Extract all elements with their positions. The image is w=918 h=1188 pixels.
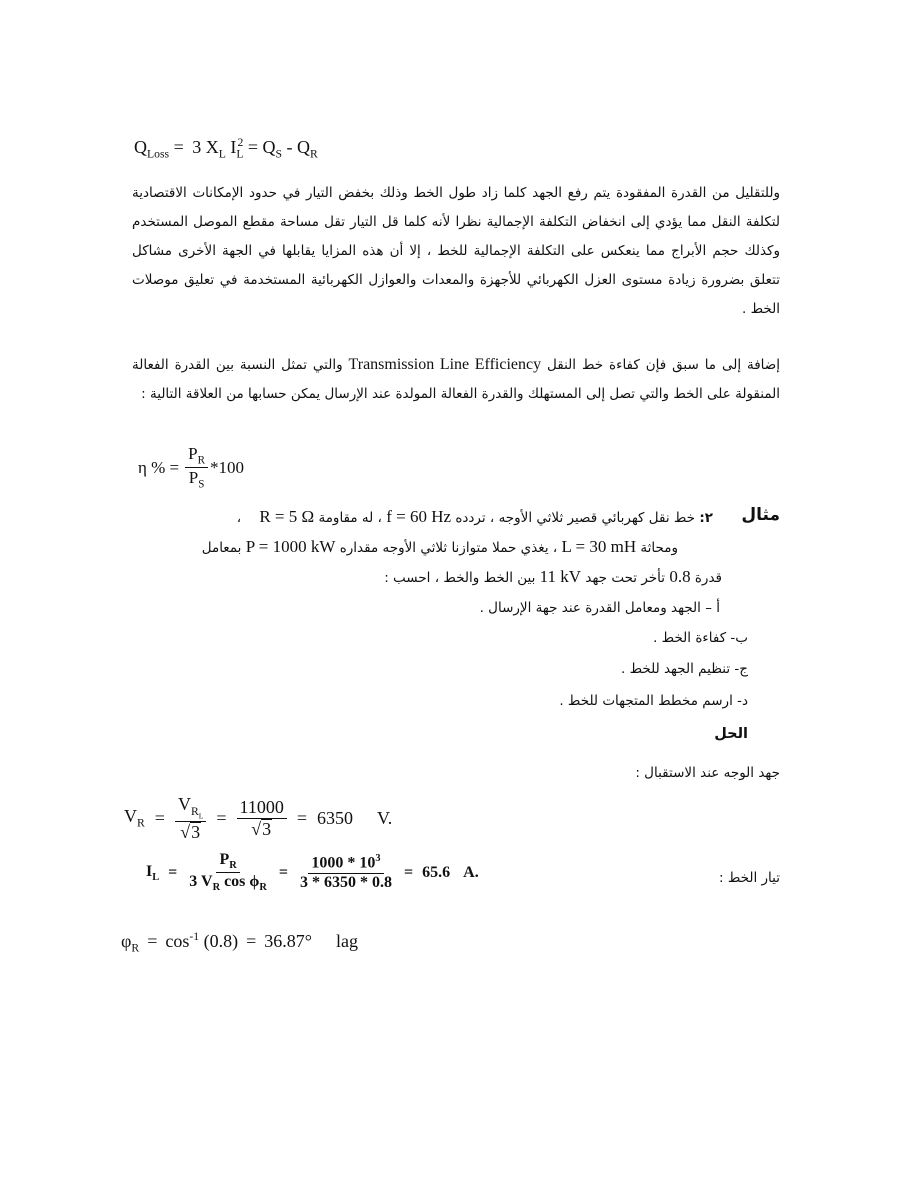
ps-symbol: P: [188, 468, 199, 488]
i-subscript: L: [236, 147, 244, 161]
phi-unit: lag: [335, 931, 358, 951]
formula-phi: [121, 930, 358, 955]
radicand: 3: [191, 821, 201, 842]
equals-sign: =: [296, 807, 308, 828]
equals-sign: =: [246, 931, 257, 951]
sqrt-sign: √ 3: [180, 821, 201, 842]
sqrt-sign: √ 3: [251, 818, 272, 839]
pr-over-ps: [185, 444, 208, 491]
example-line-1: [237, 507, 713, 527]
q-loss-subscript: Loss: [147, 147, 170, 161]
qr-subscript: R: [310, 147, 318, 161]
power-value: P = 1000 kW: [245, 537, 336, 556]
pr-over-3vrcos: [186, 851, 270, 894]
example-text: بين الخط والخط ، احسب :: [384, 570, 536, 586]
i-superscript: 2: [237, 136, 244, 149]
equals-sign: =: [278, 863, 289, 881]
power-exponent: 3: [375, 853, 381, 865]
cos-phi: cos ϕ: [220, 873, 260, 891]
example-label: مثال: [741, 505, 780, 525]
p-symbol: P: [219, 851, 230, 868]
paragraph-loss-reduction: وللتقليل من القدرة المفقودة يتم رفع الجهد كلما زاد طول الخط وذلك بخفض التيار في حدود الإمكانات الاقتصادية لتكلفة النقل مما يؤدي إلى انخفاض التكلفة الإجمالية نظرا لأنه كلما قل التيار تقل مساحة مقطع الموصل المستخدم وكذلك حجم الأبراج مما ينعكس على التكلفة الإجمالية للخط ، إلا أن هذه المزايا يقابلها في الجهة الأخرى مشاكل تتعلق بضرورة زيادة مستوى العزل الكهربائي للأجهزة والمعدات والعوازل الكهربائية المستخدمة في تعليق موصلات الخط .: [132, 185, 780, 317]
solution-label: الحل: [714, 726, 748, 742]
efficiency-term: Transmission Line Efficiency: [348, 356, 542, 373]
v-symbol: V: [177, 794, 191, 814]
vr-unit: V.: [377, 807, 393, 828]
phi-result: 36.87°: [264, 931, 312, 951]
i-subscript: L: [152, 871, 160, 883]
inductance-value: L = 30 mH: [561, 537, 637, 556]
formula-qloss: [134, 136, 318, 161]
example-text: تأخر تحت جهد: [585, 570, 666, 586]
x-subscript: L: [218, 147, 226, 161]
equals-sign: =: [173, 137, 184, 157]
list-item: د- ارسم مخطط المتجهات للخط .: [559, 693, 748, 709]
example-text: خط نقل كهربائي قصير ثلاثي الأوجه ، تردده: [455, 510, 696, 526]
vr-result: 6350: [317, 807, 354, 828]
il-unit: A.: [463, 863, 479, 881]
equals-sign: =: [216, 807, 227, 828]
equals-sign: =: [147, 931, 158, 951]
equals-sign: =: [168, 863, 178, 881]
radicand: 3: [262, 818, 272, 839]
power-over-denominator: [297, 853, 395, 892]
paragraph-efficiency-rest: والتي تمثل النسبة بين القدرة الفعالة المنقولة على الخط والتي تصل إلى المستهلك والقدرة الفعالة المولدة عند الإرسال يمكن حسابها من العلاقة التالية :: [132, 357, 780, 402]
inverse-exponent: -1: [189, 930, 200, 943]
phi-subscript: R: [259, 882, 267, 894]
i-symbol: I: [230, 137, 237, 157]
example-text: ،: [236, 510, 242, 526]
qs-subscript: S: [275, 147, 283, 161]
example-line-3: [384, 567, 722, 587]
example-text: بمعامل: [201, 540, 242, 556]
eta-lhs: η % =: [138, 457, 180, 477]
phi-symbol: φ: [121, 931, 132, 951]
example-number: ٢:: [699, 510, 713, 526]
formula-vr: [124, 794, 392, 842]
times-hundred: *100: [209, 457, 244, 477]
cos-function: cos: [165, 931, 190, 951]
power-factor-value: 0.8: [669, 567, 691, 586]
phase-voltage-label: جهد الوجه عند الاستقبال :: [635, 765, 780, 781]
frequency-value: f = 60 Hz: [386, 507, 452, 526]
resistance-value: R = 5 Ω: [259, 507, 315, 526]
denominator-value: 3 * 6350 * 0.8: [300, 873, 393, 891]
11000-over-root3: [237, 797, 287, 839]
cos-argument: (0.8): [203, 931, 239, 951]
vrl-over-root3: [175, 794, 206, 842]
pr-symbol: P: [188, 444, 198, 463]
denominator-part: 3 V: [189, 873, 213, 891]
example-text: ومحاثة: [640, 540, 678, 556]
v-subscript: R: [137, 817, 145, 831]
example-line-2: [202, 537, 678, 557]
paragraph-efficiency-intro: إضافة إلى ما سبق فإن كفاءة خط النقل: [541, 357, 781, 373]
v-subscript: R: [190, 804, 199, 818]
phi-subscript: R: [131, 941, 140, 955]
numerator-value: 1000 * 10: [311, 854, 376, 872]
equals-sign: =: [404, 863, 414, 881]
list-item: ج- تنظيم الجهد للخط .: [620, 661, 748, 677]
vr-subscript: R: [212, 882, 221, 894]
list-item: ب- كفاءة الخط .: [653, 630, 748, 646]
line-voltage-value: 11 kV: [539, 567, 582, 586]
q-symbol: Q: [134, 137, 147, 157]
example-text: ، له مقاومة: [318, 510, 382, 526]
qs-symbol: Q: [262, 137, 276, 157]
il-result: 65.6: [422, 863, 451, 881]
example-text: ، يغذي حملا متوازنا ثلاثي الأوجه مقداره: [339, 540, 558, 556]
formula-il: [146, 851, 479, 894]
x-symbol: X: [205, 137, 219, 157]
pr-subscript: R: [197, 454, 205, 467]
v-symbol: V: [124, 806, 137, 827]
qr-symbol: Q: [297, 137, 311, 157]
numerator-value: 11000: [237, 797, 287, 819]
minus-sign: -: [286, 137, 293, 157]
formula-efficiency: [138, 444, 244, 491]
equals-sign: =: [247, 137, 259, 157]
ps-subscript: S: [198, 478, 205, 491]
paragraph-efficiency: [132, 350, 780, 409]
p-subscript: R: [229, 860, 237, 872]
example-text: قدرة: [694, 570, 722, 586]
v-subsubscript: L: [198, 810, 204, 820]
line-current-label: تيار الخط :: [719, 870, 780, 886]
coefficient: 3: [192, 137, 202, 157]
equals-sign: =: [154, 807, 165, 828]
i-symbol: I: [146, 862, 153, 880]
list-item: أ – الجهد ومعامل القدرة عند جهة الإرسال .: [479, 600, 720, 616]
